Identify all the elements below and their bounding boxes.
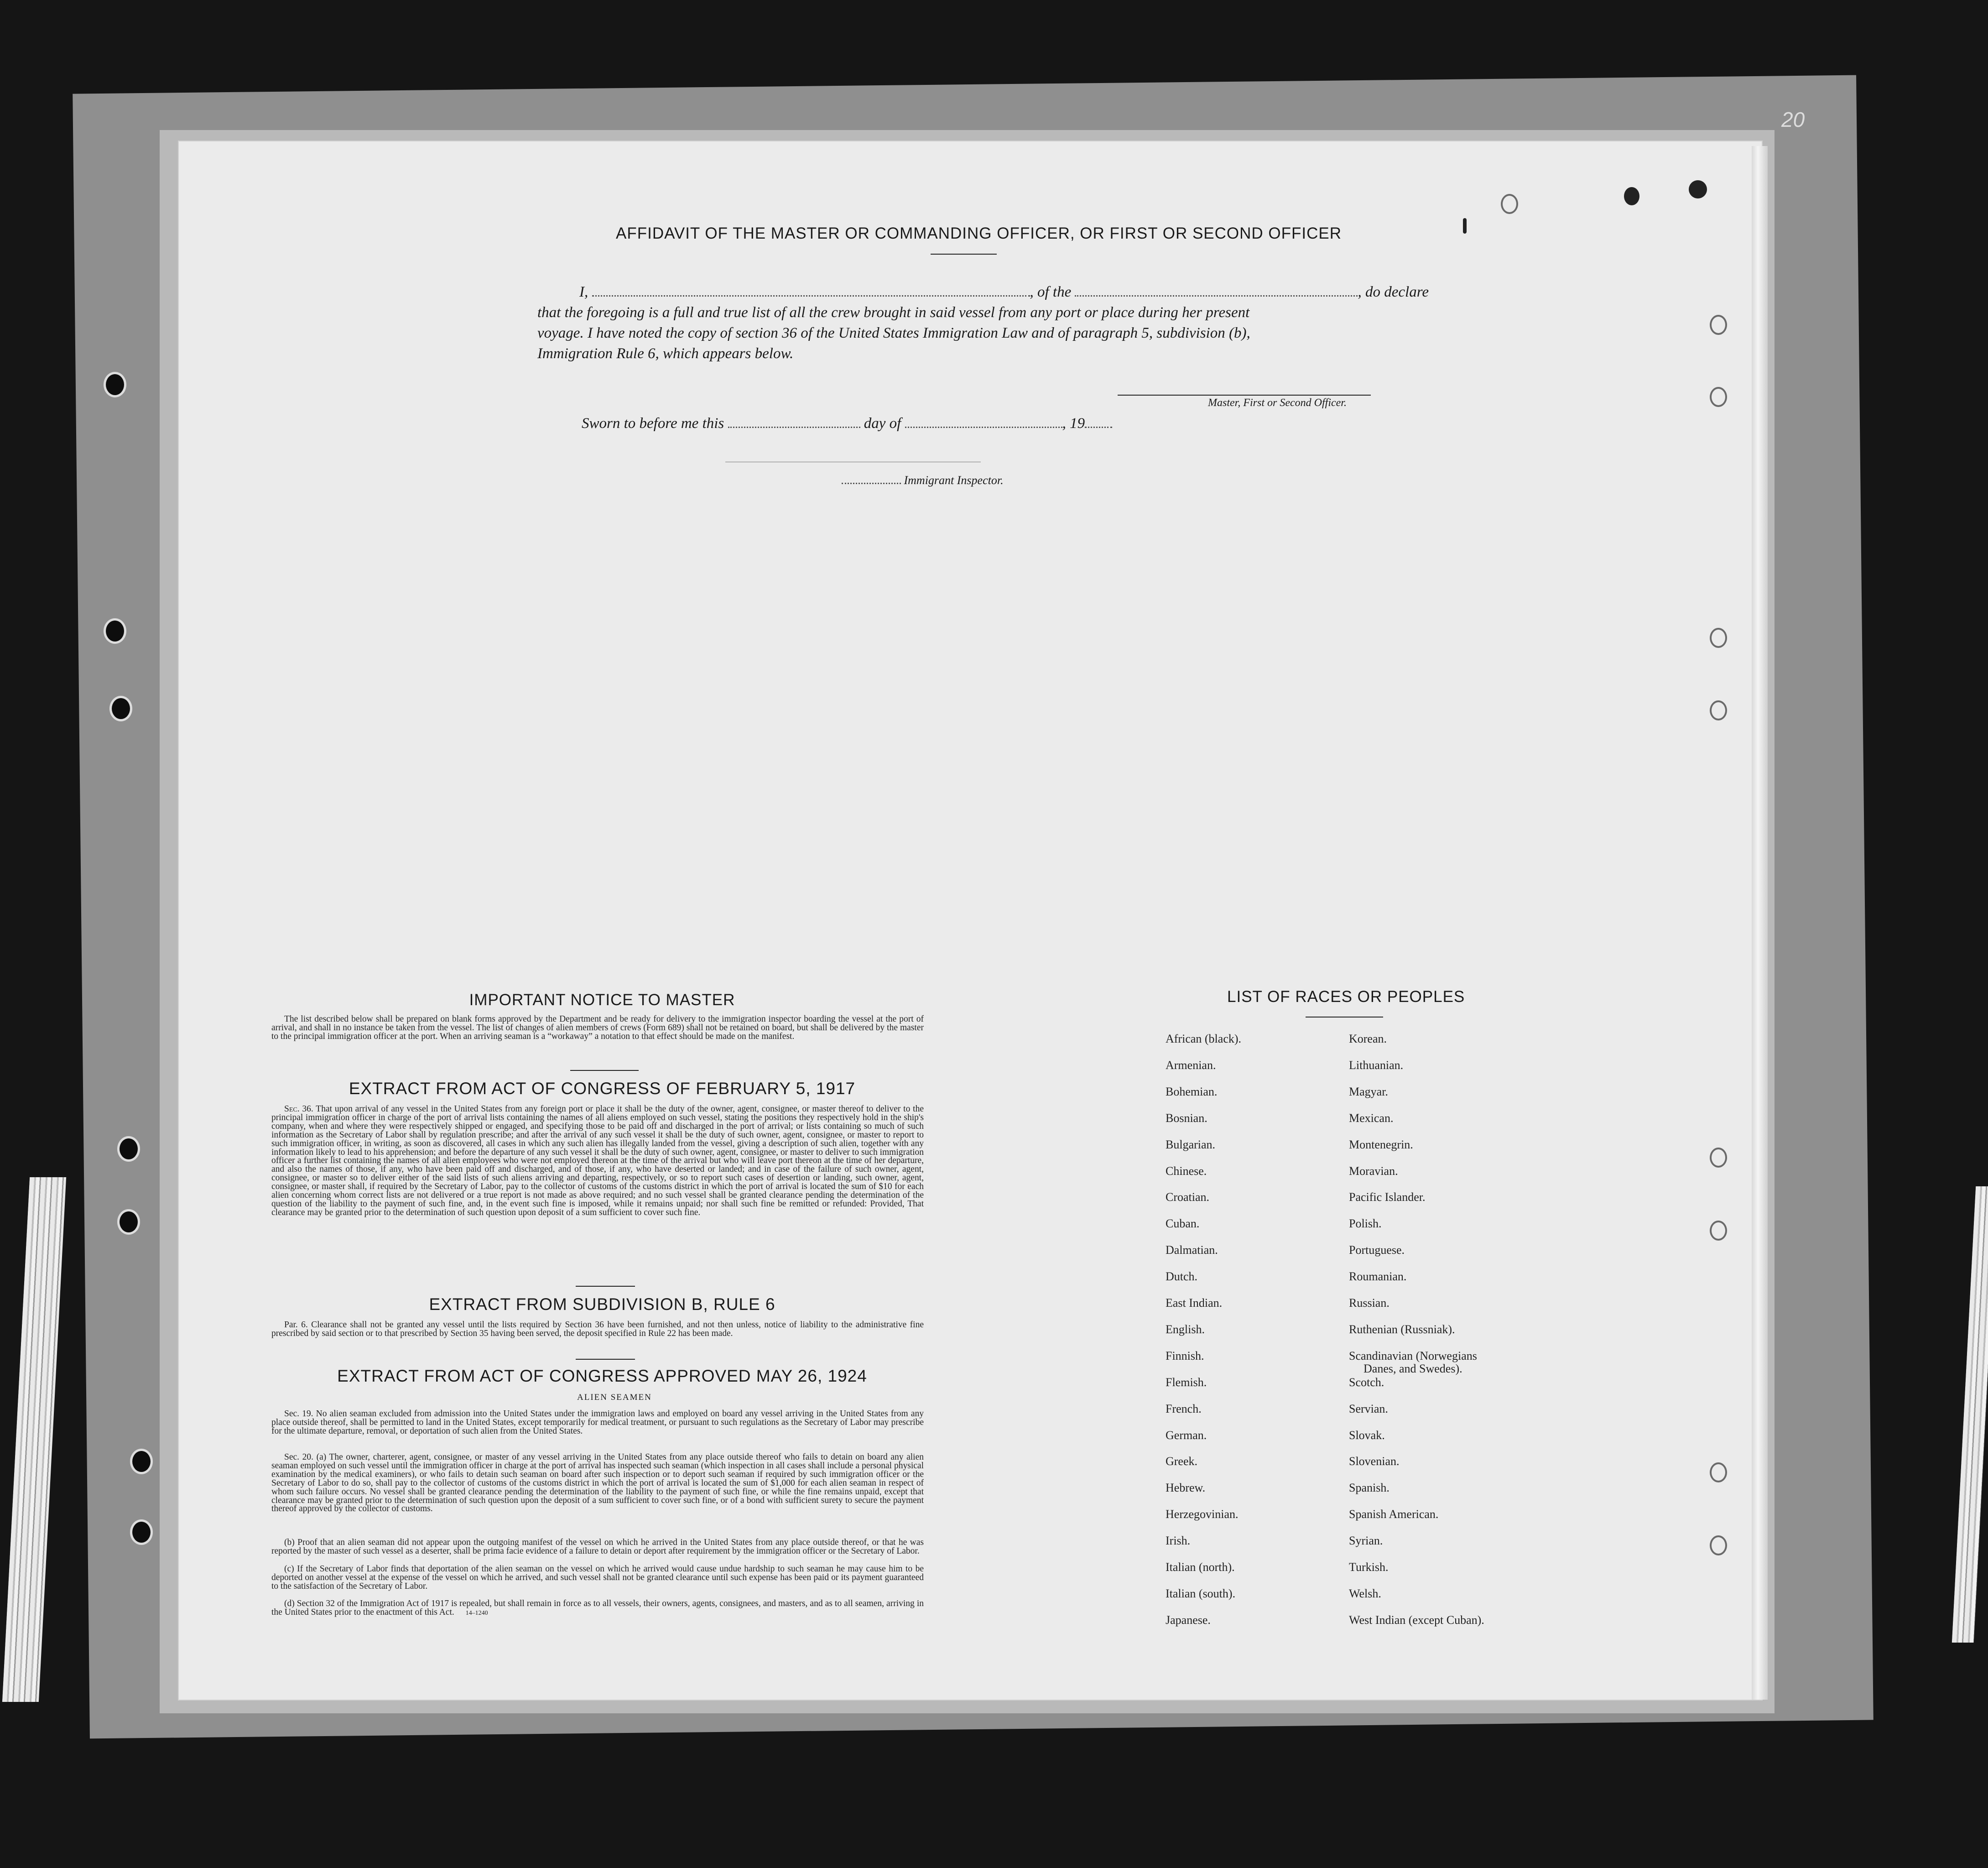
punch-ring [1501, 194, 1518, 214]
race-left-item [1166, 1243, 1218, 1257]
race-right-item [1349, 1085, 1388, 1099]
race-right-label: Turkish. [1349, 1560, 1389, 1574]
race-left-item [1166, 1164, 1207, 1178]
race-left-label: German. [1166, 1428, 1207, 1442]
extract-1924-sec20a: Sec. 20. (a) The owner, charterer, agent, consignee, or master of any vessel arriving in the United States from any place outside thereof who fails to detain on board any alien seaman employed on such vessel until the immigration officer in charge at the port of arrival has inspected such seaman (which inspection in all cases shall include a personal physical examination by the medical examiners), or who fails to detain such seaman on board after such inspection or to deport such seaman if required by such immigration officer or the Secretary of Labor to do so, shall pay to the collector of customs of the customs district in which the port of arrival is located the sum of $1,000 for each alien seaman in respect of whom such failure occurs. No vessel shall be granted clearance pending the determination of the liability to the payment of such fine, or while the fine remains unpaid, except that clearance may be granted prior to the determination of such question upon the deposit of a sum sufficient to cover such fine, or of a bond with sufficient surety to secure the payment thereof approved by the collector of customs. [271, 1452, 924, 1514]
sec-36-text: That upon arrival of any vessel in the United States from any foreign port or place it shall be the duty of the owner, agent, consignee, or master thereof to deliver to the principal immigration officer in charge of the port of arrival lists containing the names of all aliens employed on such vessel, stating the positions they respectively hold in the ship's company, when and where they were respectively shipped or engaged, and specifying those to be paid off and discharged in the port of arrival; or lists containing so much of such information as the Secretary of Labor shall by regulation prescribe; and after the arrival of any such vessel it shall be the duty of such owner, agent, consignee, or master to report to such immigration officer, in writing, as soon as discovered, all cases in which any such alien has illegally landed from the vessel, giving a description of such alien, together with any information likely to lead to his apprehension; and before the departure of any such vessel it shall be the duty of such owner, agent, consignee, or master to deliver to such immigration officer a further list containing the names of all alien employees who were not employed thereon at the time of the arrival but who will leave port thereon at the time of her departure, and also the names of those, if any, who have been paid off and discharged, and of those, if any, who have deserted or landed; and in case of the failure of such owner, agent, consignee, or master so to deliver either of the said lists of such aliens arriving and departing, respectively, or so to report such cases of desertion or landing, such owner, agent, consignee, or master shall, if required by the Secretary of Labor, pay to the collector of customs of the customs district in which the port of arrival is located the sum of $10 for each alien concerning whom correct lists are not delivered or a true report is not made as above required; and no such vessel shall be granted clearance pending the determination of the question of the liability to the payment of such fine, and, in the event such fine is imposed, while it remains unpaid; nor shall such fine be remitted or refunded: Provided, That clearance may be granted prior to the determination of such question upon deposit of a sum sufficient to cover such fine. [271, 1104, 924, 1217]
race-right-item [1349, 1217, 1382, 1231]
race-right-item [1349, 1190, 1426, 1204]
race-left-label: Greek. [1166, 1455, 1198, 1468]
inspector-line [842, 474, 1004, 487]
race-left-label: Chinese. [1166, 1164, 1207, 1178]
race-left-label: English. [1166, 1322, 1205, 1336]
race-left-item [1166, 1085, 1217, 1099]
race-right-item [1349, 1243, 1405, 1257]
race-left-item [1166, 1587, 1235, 1601]
race-right-item [1349, 1402, 1388, 1416]
notice-title: IMPORTANT NOTICE TO MASTER [469, 991, 735, 1009]
race-right-label: Spanish American. [1349, 1508, 1439, 1521]
extract-1917-title: EXTRACT FROM ACT OF CONGRESS OF FEBRUARY 5, 1917 [349, 1079, 856, 1098]
race-left-item [1166, 1481, 1205, 1495]
race-right-label: Mexican. [1349, 1111, 1394, 1125]
race-left-item [1166, 1402, 1202, 1416]
race-right-item [1349, 1613, 1484, 1627]
race-right-label: Korean. [1349, 1032, 1387, 1045]
race-left-item [1166, 1059, 1216, 1072]
title-underline [931, 254, 997, 255]
race-right-label: Welsh. [1349, 1586, 1381, 1600]
extract-1924-title: EXTRACT FROM ACT OF CONGRESS APPROVED MAY 26, 1924 [337, 1367, 867, 1385]
race-right-label: Portuguese. [1349, 1243, 1405, 1257]
ink-spot [1624, 187, 1639, 205]
extract-1924-sec20b: (b) Proof that an alien seaman did not appear upon the outgoing manifest of the vessel on which he arrived in the United States from any place outside thereof, or that he was reported by the master of such vessel as a deserter, shall be prima facie evidence of a failure to detain or deport after requirement by the immigration officer or the Secretary of Labor. [271, 1538, 924, 1556]
race-left-item [1166, 1111, 1207, 1125]
notice-divider [570, 1070, 639, 1071]
ink-spot [1463, 218, 1467, 234]
sec-36-label: Sec. 36. [284, 1104, 313, 1114]
race-left-label: Japanese. [1166, 1613, 1211, 1627]
race-left-label: Cuban. [1166, 1217, 1200, 1231]
punch-ring [1710, 1221, 1727, 1241]
binding-hole [112, 698, 130, 719]
punch-ring [1710, 1535, 1727, 1555]
punch-ring [1710, 1462, 1727, 1482]
affidavit-title: AFFIDAVIT OF THE MASTER OR COMMANDING OFFICER, OR FIRST OR SECOND OFFICER [616, 224, 1342, 242]
extract-1917-divider [576, 1286, 635, 1287]
page-edge-shadow [1752, 146, 1768, 1700]
race-left-item [1166, 1217, 1199, 1231]
race-right-label: Russian. [1349, 1296, 1390, 1310]
race-left-label: Dalmatian. [1166, 1243, 1218, 1257]
binding-hole [106, 374, 124, 395]
race-left-item [1166, 1613, 1211, 1627]
race-left-item [1166, 1429, 1207, 1442]
inspector-blank [842, 483, 901, 484]
race-left-label: Herzegovinian. [1166, 1508, 1239, 1521]
races-title: LIST OF RACES OR PEOPLES [1227, 988, 1465, 1006]
race-left-item [1166, 1138, 1215, 1152]
race-left-label: Italian (north). [1166, 1560, 1235, 1574]
race-left-item [1166, 1376, 1207, 1389]
affidavit-line-4: Immigration Rule 6, which appears below. [537, 345, 794, 362]
race-right-label: Moravian. [1349, 1164, 1398, 1178]
race-left-label: Hebrew. [1166, 1481, 1206, 1495]
inspector-label: Immigrant Inspector. [904, 474, 1004, 487]
race-right-item [1349, 1455, 1400, 1468]
race-left-item [1166, 1323, 1205, 1336]
race-right-label: Lithuanian. [1349, 1058, 1404, 1072]
notice-body: The list described below shall be prepared on blank forms approved by the Department and be ready for delivery to the immigration inspector boarding the vessel at the port of arrival, and shall in no instance be taken from the vessel. The list of changes of alien members of crews (Form 689) shall not be retained on board, but shall be delivered by the master to the principal immigration officer at the port. When an arriving seaman is a “workaway” a notation to that effect should be made on the manifest. [271, 1014, 924, 1041]
race-right-item [1349, 1508, 1438, 1521]
race-right-label: Roumanian. [1349, 1270, 1407, 1284]
race-right-label: Montenegrin. [1349, 1137, 1413, 1151]
race-right-label: Magyar. [1349, 1085, 1388, 1098]
signature-label: Master, First or Second Officer. [1208, 397, 1347, 409]
alien-seamen-subtitle: ALIEN SEAMEN [577, 1393, 652, 1402]
day-of-label: day of [864, 415, 901, 432]
race-left-item [1166, 1560, 1235, 1574]
sworn-line [582, 415, 1112, 432]
scandinavian-continuation: Danes, and Swedes). [1363, 1362, 1462, 1375]
race-right-label: Scotch. [1349, 1375, 1384, 1389]
race-right-label: Spanish. [1349, 1481, 1390, 1495]
race-left-label: Armenian. [1166, 1058, 1216, 1072]
name-blank [592, 295, 1030, 297]
race-right-item [1349, 1111, 1393, 1125]
race-right-label: West Indian (except Cuban). [1349, 1613, 1484, 1627]
month-blank [905, 427, 1062, 428]
affidavit-of-the: , of the [1030, 284, 1072, 300]
sworn-label: Sworn to before me this [582, 415, 724, 432]
race-left-item [1166, 1190, 1209, 1204]
race-left-label: Croatian. [1166, 1190, 1210, 1204]
race-left-item [1166, 1349, 1204, 1363]
affidavit-i: I, [579, 284, 588, 300]
race-right-item [1349, 1059, 1403, 1072]
race-right-item [1349, 1032, 1387, 1046]
punch-ring [1710, 1148, 1727, 1168]
left-page-stack [2, 1177, 66, 1702]
rule6-title: EXTRACT FROM SUBDIVISION B, RULE 6 [429, 1295, 775, 1314]
race-left-item [1166, 1534, 1190, 1548]
race-left-item [1166, 1296, 1222, 1310]
vessel-blank [1075, 295, 1358, 297]
binding-hole [120, 1138, 138, 1159]
race-right-item [1349, 1323, 1455, 1336]
race-right-item [1349, 1138, 1413, 1152]
race-right-label: Slovak. [1349, 1428, 1385, 1442]
affidavit-line-1 [579, 284, 1429, 301]
race-left-label: French. [1166, 1402, 1202, 1415]
binding-hole [132, 1522, 151, 1543]
rule6-divider [576, 1359, 635, 1360]
sec20d-text: (d) Section 32 of the Immigration Act of 1917 is repealed, but shall remain in force as to all vessels, their owners, agents, consignees, and masters, and as to all seamen, arriving in the United States prior to the enactment of this Act. [271, 1599, 924, 1617]
day-blank [728, 427, 860, 428]
affidavit-line-3: voyage. I have noted the copy of section 36 of the United States Immigration Law and of paragraph 5, subdivision (b), [537, 325, 1250, 341]
race-right-item [1349, 1376, 1384, 1389]
extract-1924-sec20d [271, 1600, 924, 1618]
race-right-label: Servian. [1349, 1402, 1388, 1415]
race-right-item [1349, 1164, 1398, 1178]
rule6-body: Par. 6. Clearance shall not be granted any vessel until the lists required by Section 36 have been furnished, and not then unless, notice of liability to the administrative fine prescribed by said section or to that prescribed by Section 35 having been served, the deposit specified in Rule 22 has been made. [271, 1320, 924, 1338]
race-left-item [1166, 1270, 1197, 1284]
race-right-item [1349, 1481, 1390, 1495]
punch-ring [1710, 387, 1727, 407]
form-number: 14–1240 [465, 1609, 488, 1617]
race-right-item [1349, 1560, 1388, 1574]
binding-hole [106, 621, 124, 642]
race-left-item [1166, 1032, 1241, 1046]
race-left-item [1166, 1508, 1239, 1521]
affidavit-declare: , do declare [1358, 284, 1429, 300]
race-left-label: East Indian. [1166, 1296, 1223, 1310]
race-right-label: Syrian. [1349, 1534, 1383, 1548]
corner-note: 20 [1781, 108, 1805, 131]
race-right-label: Pacific Islander. [1349, 1190, 1426, 1204]
race-right-item [1349, 1429, 1385, 1442]
race-right-label: Ruthenian (Russniak). [1349, 1322, 1455, 1336]
punch-ring [1710, 700, 1727, 720]
punch-ring [1710, 628, 1727, 648]
race-left-label: Bulgarian. [1166, 1137, 1216, 1151]
race-left-label: African (black). [1166, 1032, 1242, 1045]
race-right-item [1349, 1587, 1381, 1601]
year-blank [1085, 427, 1112, 428]
race-left-label: Flemish. [1166, 1375, 1207, 1389]
binding-hole [120, 1211, 138, 1232]
ink-spot [1689, 180, 1707, 198]
race-right-label: Scandinavian (Norwegians [1349, 1349, 1477, 1362]
race-left-label: Bosnian. [1166, 1111, 1207, 1125]
signature-line [1118, 395, 1371, 396]
right-page-stack [1952, 1186, 1988, 1643]
race-left-label: Finnish. [1166, 1349, 1204, 1362]
race-left-label: Dutch. [1166, 1270, 1198, 1284]
race-right-label: Slovenian. [1349, 1455, 1400, 1468]
race-right-item [1349, 1296, 1390, 1310]
affidavit-line-2: that the foregoing is a full and true list of all the crew brought in said vessel from any port or place during her present [537, 304, 1250, 321]
race-left-label: Irish. [1166, 1534, 1191, 1548]
race-right-item [1349, 1349, 1477, 1376]
extract-1917-body [271, 1105, 924, 1217]
race-left-item [1166, 1455, 1197, 1468]
race-left-label: Italian (south). [1166, 1586, 1236, 1600]
race-right-item [1349, 1534, 1383, 1548]
race-right-item [1349, 1270, 1406, 1284]
year-prefix: , 19 [1062, 415, 1085, 432]
extract-1924-sec19: Sec. 19. No alien seaman excluded from admission into the United States under the immigration laws and employed on board any vessel arriving in the United States from any place outside thereof, shall be permitted to land in the United States, except temporarily for medical treatment, or pursuant to such regulations as the Secretary of Labor may prescribe for the ultimate departure, removal, or deportation of such alien from the United States. [271, 1409, 924, 1436]
binding-hole [132, 1451, 151, 1472]
race-left-label: Bohemian. [1166, 1085, 1218, 1098]
extract-1924-sec20c: (c) If the Secretary of Labor finds that deportation of the alien seaman on the vessel on which he arrived would cause undue hardship to such seaman he may cause him to be deported on another vessel at the expense of the vessel on which he arrived, and such vessel shall not be granted clearance until such expense has been paid or its payment guaranteed to the satisfaction of the Secretary of Labor. [271, 1564, 924, 1591]
punch-ring [1710, 315, 1727, 335]
race-right-label: Polish. [1349, 1217, 1382, 1231]
